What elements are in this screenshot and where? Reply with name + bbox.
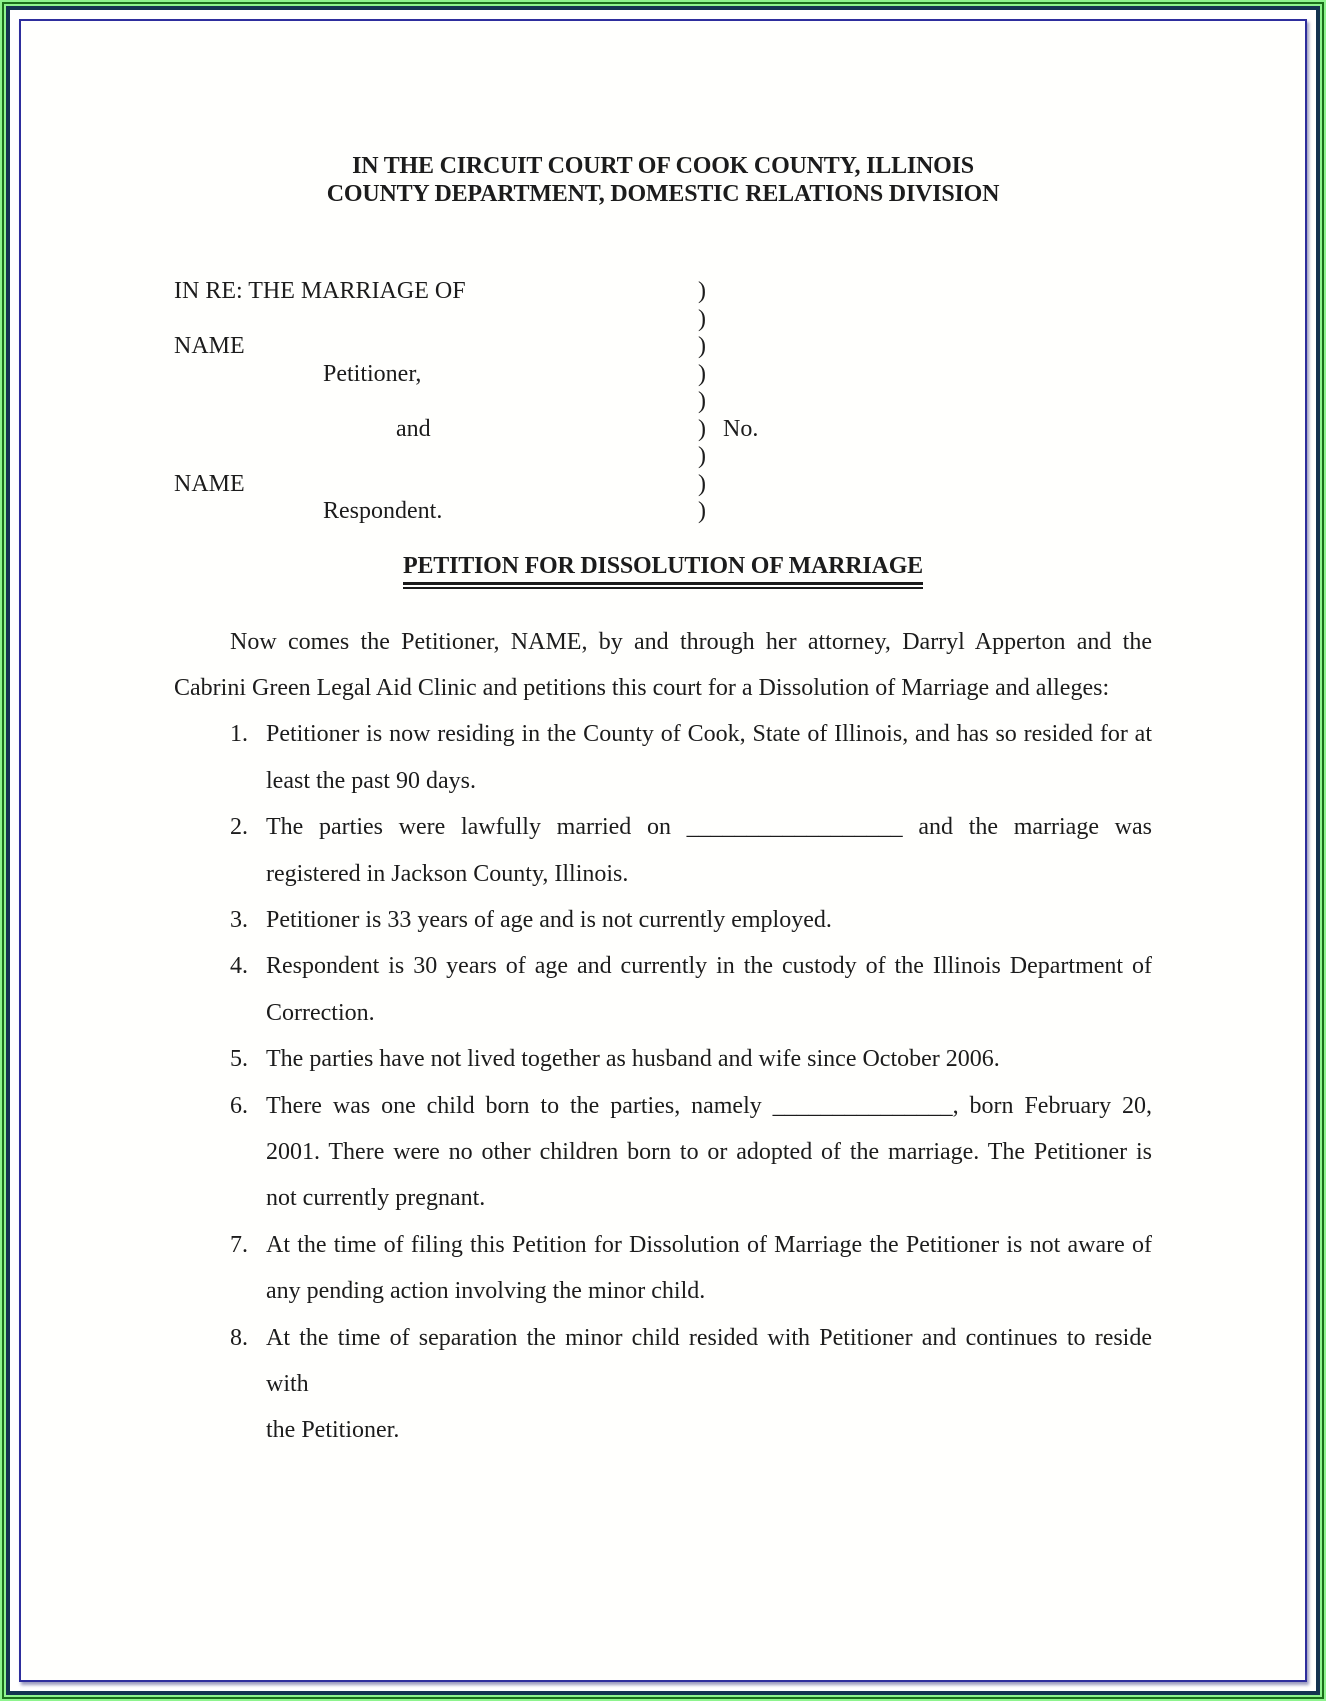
caption-paren: ) bbox=[698, 388, 706, 414]
caption-paren: ) bbox=[698, 498, 706, 524]
item-line: At the time of separation the minor child resided with Petitioner and continues to reside with bbox=[266, 1324, 1152, 1397]
item-number: 2. bbox=[230, 814, 248, 841]
border-dark-green-ring bbox=[2, 2, 1324, 1699]
intro-line: Now comes the Petitioner, NAME, by and through her attorney, Darryl Apperton and the bbox=[230, 628, 1152, 655]
petitioner-label: Petitioner, bbox=[323, 360, 422, 387]
intro-line: Cabrini Green Legal Aid Clinic and petitions this court for a Dissolution of Marriage and alleges: bbox=[174, 674, 1110, 701]
caption-row bbox=[174, 278, 1152, 306]
list-item-4 bbox=[174, 943, 1152, 1036]
caption-row bbox=[174, 361, 1152, 389]
caption-row bbox=[174, 416, 1152, 444]
item-line: Correction. bbox=[266, 999, 375, 1026]
item-line: Respondent is 30 years of age and currently in the custody of the Illinois Department of bbox=[266, 953, 1152, 980]
intro-paragraph bbox=[174, 619, 1152, 712]
item-number: 4. bbox=[230, 953, 248, 980]
item-line: least the past 90 days. bbox=[266, 767, 476, 794]
caption-row bbox=[174, 333, 1152, 361]
caption-row bbox=[174, 498, 1152, 526]
item-line: At the time of filing this Petition for Dissolution of Marriage the Petitioner is not aware of bbox=[266, 1231, 1152, 1258]
item-line: not currently pregnant. bbox=[266, 1185, 486, 1212]
court-header-line2: COUNTY DEPARTMENT, DOMESTIC RELATIONS DIVISION bbox=[326, 180, 1000, 207]
document-title-text: PETITION FOR DISSOLUTION OF MARRIAGE bbox=[403, 552, 923, 585]
border-indigo-ring bbox=[19, 19, 1307, 1682]
respondent-name-placeholder: NAME bbox=[174, 470, 245, 497]
item-line: The parties were lawfully married on __________________ and the marriage was bbox=[266, 814, 1152, 841]
list-item-7 bbox=[174, 1222, 1152, 1315]
case-caption bbox=[174, 278, 1152, 526]
item-number: 8. bbox=[230, 1324, 248, 1351]
item-number: 6. bbox=[230, 1092, 248, 1119]
list-item-1 bbox=[174, 711, 1152, 804]
item-line: registered in Jackson County, Illinois. bbox=[266, 860, 629, 887]
item-line: Petitioner is now residing in the County of Cook, State of Illinois, and has so resided for at bbox=[266, 721, 1152, 748]
caption-paren: ) bbox=[698, 443, 706, 469]
caption-row bbox=[174, 471, 1152, 499]
caption-paren: ) bbox=[698, 360, 706, 387]
court-header-line1: IN THE CIRCUIT COURT OF COOK COUNTY, ILLINOIS bbox=[352, 153, 974, 179]
item-number: 7. bbox=[230, 1231, 248, 1258]
item-number: 1. bbox=[230, 721, 248, 748]
list-item-6 bbox=[174, 1083, 1152, 1222]
caption-row bbox=[174, 388, 1152, 416]
list-item-3 bbox=[174, 897, 1152, 943]
caption-in-re: IN RE: THE MARRIAGE OF bbox=[174, 278, 466, 304]
document-title bbox=[174, 552, 1152, 589]
list-item-8 bbox=[174, 1315, 1152, 1454]
item-line: 2001. There were no other children born to or adopted of the marriage. The Petitioner is bbox=[266, 1138, 1152, 1165]
item-line: Petitioner is 33 years of age and is not currently employed. bbox=[266, 906, 832, 933]
case-number-label: No. bbox=[723, 415, 759, 442]
caption-paren: ) bbox=[698, 278, 706, 304]
respondent-label: Respondent. bbox=[323, 498, 443, 524]
petitioner-name-placeholder: NAME bbox=[174, 333, 245, 359]
court-header bbox=[174, 153, 1152, 208]
caption-paren: ) bbox=[698, 470, 706, 497]
document-content bbox=[21, 21, 1305, 1680]
border-navy-ring bbox=[6, 6, 1320, 1695]
list-item-5 bbox=[174, 1036, 1152, 1082]
caption-paren: ) bbox=[698, 415, 706, 442]
item-line: The parties have not lived together as husband and wife since October 2006. bbox=[266, 1046, 1000, 1073]
item-number: 5. bbox=[230, 1046, 248, 1073]
caption-row bbox=[174, 443, 1152, 471]
and-label: and bbox=[396, 415, 431, 442]
item-line: the Petitioner. bbox=[266, 1417, 400, 1444]
petition-body bbox=[174, 619, 1152, 1454]
item-line: There was one child born to the parties, namely _______________, born February 20, bbox=[266, 1092, 1152, 1119]
caption-paren: ) bbox=[698, 333, 706, 359]
caption-paren: ) bbox=[698, 305, 706, 332]
caption-row bbox=[174, 306, 1152, 334]
item-number: 3. bbox=[230, 906, 248, 933]
item-line: any pending action involving the minor child. bbox=[266, 1278, 706, 1305]
list-item-2 bbox=[174, 804, 1152, 897]
